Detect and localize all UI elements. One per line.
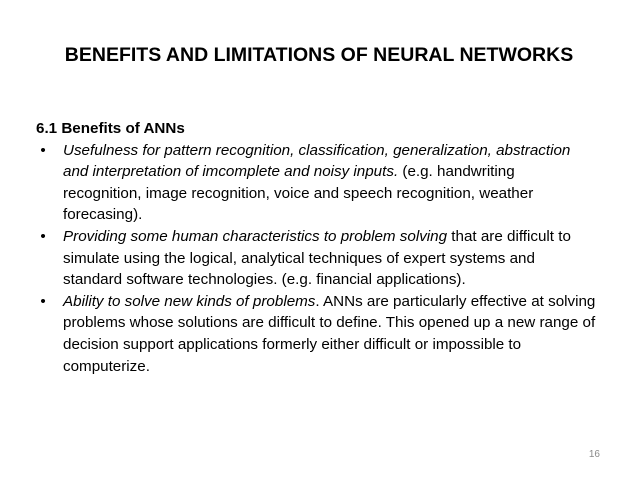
slide-title: BENEFITS AND LIMITATIONS OF NEURAL NETWORKS	[64, 44, 574, 66]
bullet-dot-icon: •	[40, 141, 46, 159]
bullet-text: that are difficult to simulate using the logical, analytical techniques of expert systems and standard software technologies. (e.g. financial applications).	[63, 227, 571, 289]
slide-content	[36, 118, 596, 377]
bullet-item-pattern-recognition	[36, 140, 596, 226]
bullet-lead: Providing some human characteristics to problem solving	[63, 227, 448, 245]
page-number: 16	[588, 449, 600, 460]
bullet-dot-icon: •	[40, 227, 46, 245]
bullet-text: . ANNs are particularly effective at solving problems whose solutions are difficult to define. This opened up a new range of decision support applications formerly either difficult or impossible to computerize.	[63, 292, 596, 375]
section-heading: 6.1 Benefits of ANNs	[36, 120, 185, 137]
bullet-dot-icon: •	[40, 292, 46, 310]
bullet-item-new-problems	[36, 291, 596, 377]
bullet-item-human-characteristics	[36, 226, 596, 291]
bullet-lead: Usefulness for pattern recognition, classification, generalization, abstraction and interpretation of imcomplete and noisy inputs.	[63, 141, 571, 181]
bullet-lead: Ability to solve new kinds of problems	[63, 292, 316, 310]
bullet-list	[36, 140, 596, 378]
bullet-text: (e.g. handwriting recognition, image recognition, voice and speech recognition, weather forecasing).	[63, 163, 534, 224]
